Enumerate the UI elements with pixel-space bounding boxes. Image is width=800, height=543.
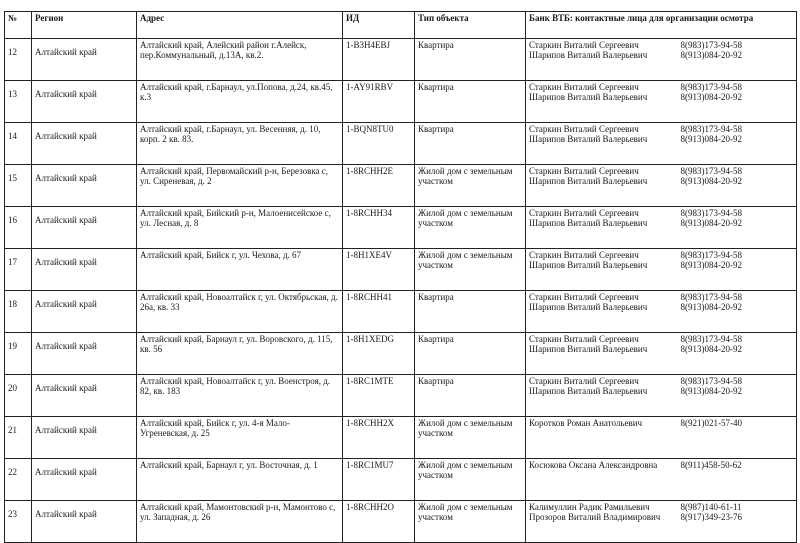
table-row [5,207,797,249]
row-type: Жилой дом с земельным участком [415,207,526,249]
row-contact-names [526,459,678,501]
header-row [5,12,797,39]
row-contact-names [526,375,678,417]
contact-phone: 8(913)084-20-92 [680,260,742,270]
row-contact-names [526,81,678,123]
row-type: Жилой дом с земельным участком [415,459,526,501]
document [4,11,797,543]
row-type: Жилой дом с земельным участком [415,501,526,543]
header-contacts: Банк ВТБ: контактные лица для организации осмотра [526,12,797,39]
contact-name: Шарипов Виталий Валерьевич [529,302,648,312]
contact-name: Старкин Виталий Сергеевич [529,292,639,302]
contact-phone: 8(913)084-20-92 [680,302,742,312]
row-type: Квартира [415,81,526,123]
row-region: Алтайский край [32,207,137,249]
header-type: Тип объекта [415,12,526,39]
contact-name: Калимуллин Радик Рамильевич [529,502,650,512]
row-contact-names [526,333,678,375]
row-contact-phones [678,123,797,165]
row-num: 20 [5,375,32,417]
row-num: 22 [5,459,32,501]
row-contact-phones [678,417,797,459]
contact-name: Старкин Виталий Сергеевич [529,208,639,218]
row-region: Алтайский край [32,81,137,123]
contact-name: Старкин Виталий Сергеевич [529,166,639,176]
row-contact-names [526,501,678,543]
row-region: Алтайский край [32,165,137,207]
row-address: Алтайский край, Барнаул г, ул. Воровского, д. 115, кв. 56 [137,333,343,375]
contact-phone: 8(913)084-20-92 [680,176,742,186]
contact-phone: 8(983)173-94-58 [680,124,742,134]
row-num: 15 [5,165,32,207]
row-contact-phones [678,501,797,543]
contact-phone: 8(917)349-23-76 [680,512,742,522]
table-row [5,39,797,81]
row-num: 12 [5,39,32,81]
contact-name: Косюкова Оксана Александровна [529,460,658,470]
row-id: 1-8RCHH34 [343,207,415,249]
row-region: Алтайский край [32,291,137,333]
contact-phone: 8(913)084-20-92 [680,50,742,60]
row-contact-phones [678,291,797,333]
table-row [5,375,797,417]
row-address: Алтайский край, Барнаул г, ул. Восточная, д. 1 [137,459,343,501]
row-region: Алтайский край [32,501,137,543]
row-num: 14 [5,123,32,165]
row-id: 1-8RCHH2O [343,501,415,543]
row-contact-names [526,165,678,207]
row-id: 1-8RCHH2E [343,165,415,207]
row-type: Квартира [415,291,526,333]
row-id: 1-8RC1MTE [343,375,415,417]
objects-table [4,11,797,543]
row-address: Алтайский край, Алейский район г.Алейск, пер.Коммунальный, д.13А, кв.2. [137,39,343,81]
contact-name: Шарипов Виталий Валерьевич [529,176,648,186]
row-address: Алтайский край, г.Барнаул, ул.Попова, д.24, кв.45, к.3 [137,81,343,123]
contact-phone: 8(983)173-94-58 [680,250,742,260]
contact-name: Шарипов Виталий Валерьевич [529,134,648,144]
row-contact-names [526,417,678,459]
row-contact-phones [678,375,797,417]
row-type: Жилой дом с земельным участком [415,165,526,207]
row-type: Квартира [415,123,526,165]
row-address: Алтайский край, г.Барнаул, ул. Весенняя, д. 10, корп. 2 кв. 83. [137,123,343,165]
contact-phone: 8(921)021-57-40 [680,418,742,428]
header-region: Регион [32,12,137,39]
row-region: Алтайский край [32,249,137,291]
row-region: Алтайский край [32,333,137,375]
header-address: Адрес [137,12,343,39]
row-num: 19 [5,333,32,375]
contact-phone: 8(987)140-61-11 [680,502,742,512]
row-contact-names [526,249,678,291]
row-contact-phones [678,39,797,81]
table-row [5,459,797,501]
contact-name: Старкин Виталий Сергеевич [529,82,639,92]
row-contact-names [526,123,678,165]
contact-name: Шарипов Виталий Валерьевич [529,218,648,228]
row-region: Алтайский край [32,417,137,459]
row-type: Квартира [415,39,526,81]
contact-phone: 8(913)084-20-92 [680,344,742,354]
contact-phone: 8(983)173-94-58 [680,334,742,344]
table-row [5,123,797,165]
row-region: Алтайский край [32,39,137,81]
row-contact-names [526,207,678,249]
row-id: 1-BQN8TU0 [343,123,415,165]
contact-phone: 8(983)173-94-58 [680,40,742,50]
row-address: Алтайский край, Бийск г, ул. Чехова, д. 67 [137,249,343,291]
contact-name: Старкин Виталий Сергеевич [529,334,639,344]
table-row [5,417,797,459]
row-id: 1-8RCHH41 [343,291,415,333]
table-row [5,291,797,333]
row-contact-phones [678,249,797,291]
contact-name: Шарипов Виталий Валерьевич [529,92,648,102]
row-address: Алтайский край, Первомайский р-н, Березовка с, ул. Сиреневая, д. 2 [137,165,343,207]
contact-name: Старкин Виталий Сергеевич [529,40,639,50]
contact-name: Шарипов Виталий Валерьевич [529,50,648,60]
contact-phone: 8(913)084-20-92 [680,134,742,144]
row-type: Жилой дом с земельным участком [415,249,526,291]
contact-name: Старкин Виталий Сергеевич [529,250,639,260]
row-contact-names [526,291,678,333]
row-region: Алтайский край [32,459,137,501]
row-contact-phones [678,459,797,501]
row-id: 1-8RC1MU7 [343,459,415,501]
contact-phone: 8(983)173-94-58 [680,208,742,218]
row-num: 17 [5,249,32,291]
row-contact-names [526,39,678,81]
contact-phone: 8(913)084-20-92 [680,386,742,396]
contact-phone: 8(983)173-94-58 [680,376,742,386]
contact-phone: 8(983)173-94-58 [680,82,742,92]
contact-phone: 8(983)173-94-58 [680,292,742,302]
row-address: Алтайский край, Новоалтайск г, ул. Октябрьская, д. 26а, кв. 33 [137,291,343,333]
contact-name: Шарипов Виталий Валерьевич [529,344,648,354]
row-region: Алтайский край [32,375,137,417]
row-num: 23 [5,501,32,543]
row-address: Алтайский край, Бийск г, ул. 4-я Мало-Угреневская, д. 25 [137,417,343,459]
row-num: 13 [5,81,32,123]
contact-phone: 8(911)458-50-62 [680,460,742,470]
row-contact-phones [678,333,797,375]
row-id: 1-B3H4EBJ [343,39,415,81]
contact-phone: 8(913)084-20-92 [680,218,742,228]
row-num: 21 [5,417,32,459]
row-id: 1-AY91RBV [343,81,415,123]
row-id: 1-8RCHH2X [343,417,415,459]
table-row [5,333,797,375]
table-body [5,39,797,543]
row-num: 18 [5,291,32,333]
table-row [5,165,797,207]
header-id: ИД [343,12,415,39]
row-id: 1-8H1XE4V [343,249,415,291]
row-address: Алтайский край, Мамонтовский р-н, Мамонтово с, ул. Западная, д. 26 [137,501,343,543]
row-type: Квартира [415,333,526,375]
contact-name: Прозоров Виталий Владимирович [529,512,661,522]
contact-phone: 8(983)173-94-58 [680,166,742,176]
table-row [5,501,797,543]
row-contact-phones [678,207,797,249]
row-num: 16 [5,207,32,249]
contact-phone: 8(913)084-20-92 [680,92,742,102]
row-id: 1-8H1XEDG [343,333,415,375]
row-contact-phones [678,165,797,207]
contact-name: Коротков Роман Анатольевич [529,418,643,428]
row-region: Алтайский край [32,123,137,165]
contact-name: Старкин Виталий Сергеевич [529,376,639,386]
row-type: Жилой дом с земельным участком [415,417,526,459]
table-row [5,249,797,291]
contact-name: Шарипов Виталий Валерьевич [529,386,648,396]
row-address: Алтайский край, Бийский р-н, Малоенисейское с, ул. Лесная, д. 8 [137,207,343,249]
table-row [5,81,797,123]
row-address: Алтайский край, Новоалтайск г, ул. Военстроя, д. 82, кв. 183 [137,375,343,417]
header-num: № [5,12,32,39]
contact-name: Шарипов Виталий Валерьевич [529,260,648,270]
row-contact-phones [678,81,797,123]
contact-name: Старкин Виталий Сергеевич [529,124,639,134]
row-type: Квартира [415,375,526,417]
